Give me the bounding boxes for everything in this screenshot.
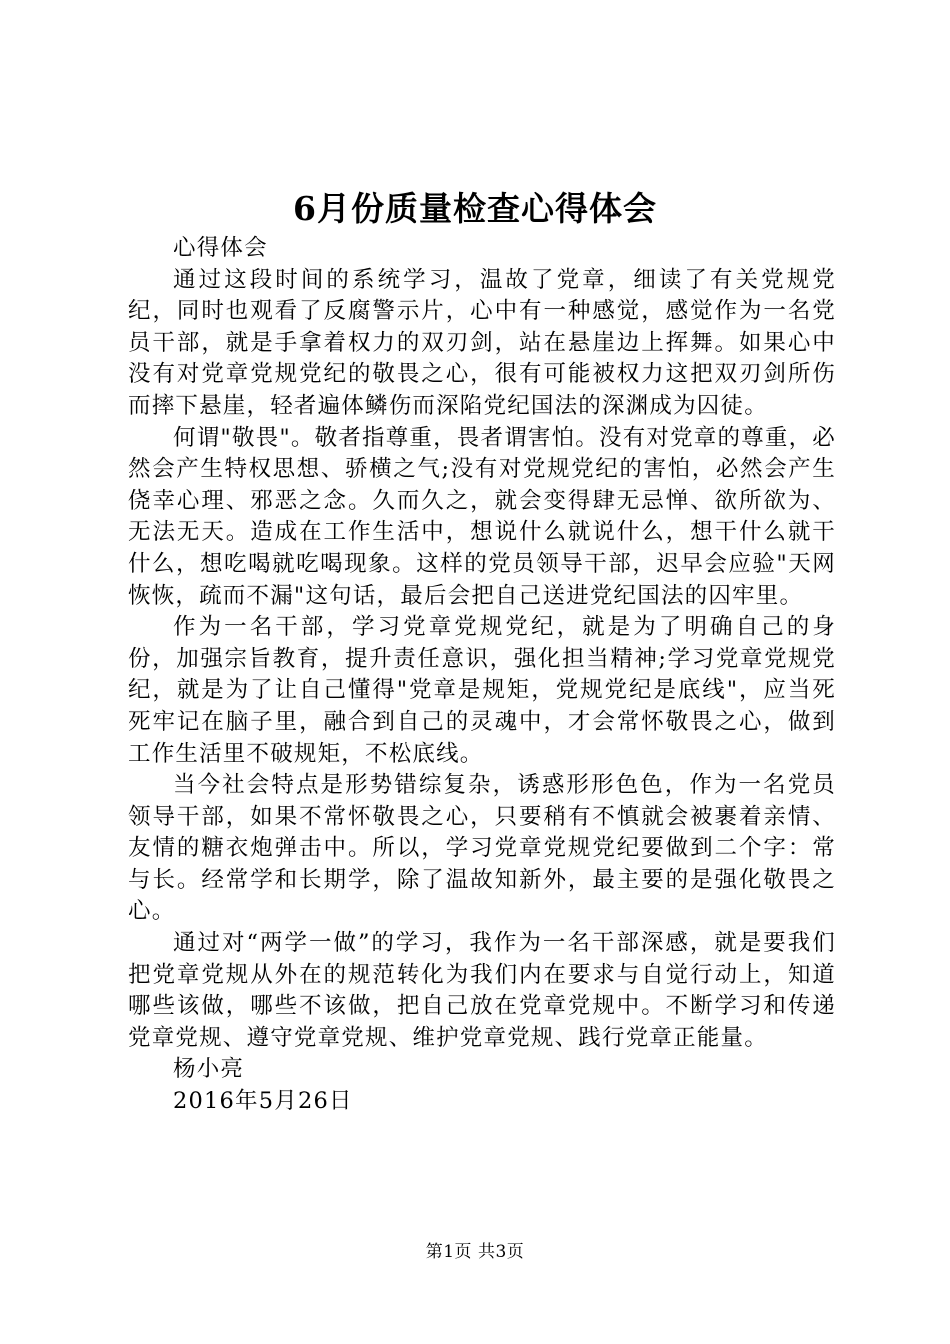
date: 2016年5月26日 bbox=[173, 1088, 353, 1115]
paragraph-1: 通过这段时间的系统学习，温故了党章，细读了有关党规党纪，同时也观看了反腐警示片，心中有一种感觉，感觉作为一名党员干部，就是手拿着权力的双刃剑，站在悬崖边上挥舞。如果心中没有对党章党规党纪的敬畏之心，很有可能被权力这把双刃剑所伤而摔下悬崖，轻者遍体鳞伤而深陷党纪国法的深渊成为囚徒。 bbox=[128, 266, 836, 419]
document-title: 6月份质量检查心得体会 bbox=[293, 189, 657, 228]
signature: 杨小亮 bbox=[173, 1056, 245, 1083]
paragraph-4: 当今社会特点是形势错综复杂，诱惑形形色色，作为一名党员领导干部，如果不常怀敬畏之心，只要稍有不慎就会被裹着亲情、友情的糖衣炮弹击中。所以，学习党章党规党纪要做到二个字：常与长。经常学和长期学，除了温故知新外，最主要的是强化敬畏之心。 bbox=[128, 772, 836, 925]
document-body bbox=[128, 233, 836, 1118]
paragraph-5: 通过对“两学一做”的学习，我作为一名干部深感，就是要我们把党章党规从外在的规范转化为我们内在要求与自觉行动上，知道哪些该做，哪些不该做，把自己放在党章党规中。不断学习和传递党章党规、遵守党章党规、维护党章党规、践行党章正能量。 bbox=[128, 930, 836, 1051]
section-heading: 心得体会 bbox=[173, 235, 268, 261]
page-footer: 第1页 共3页 bbox=[425, 1242, 525, 1262]
paragraph-2: 何谓"敬畏"。敬者指尊重，畏者谓害怕。没有对党章的尊重，必然会产生特权思想、骄横之气;没有对党规党纪的害怕，必然会产生侥幸心理、邪恶之念。久而久之，就会变得肆无忌惮、欲所欲为、无法无天。造成在工作生活中，想说什么就说什么，想干什么就干什么，想吃喝就吃喝现象。这样的党员领导干部，迟早会应验"天网恢恢，疏而不漏"这句话，最后会把自己送进党纪国法的囚牢里。 bbox=[128, 424, 836, 609]
paragraph-3: 作为一名干部，学习党章党规党纪，就是为了明确自己的身份，加强宗旨教育，提升责任意识，强化担当精神;学习党章党规党纪，就是为了让自己懂得"党章是规矩，党规党纪是底线"，应当死死牢记在脑子里，融合到自己的灵魂中，才会常怀敬畏之心，做到工作生活里不破规矩，不松底线。 bbox=[128, 614, 836, 767]
